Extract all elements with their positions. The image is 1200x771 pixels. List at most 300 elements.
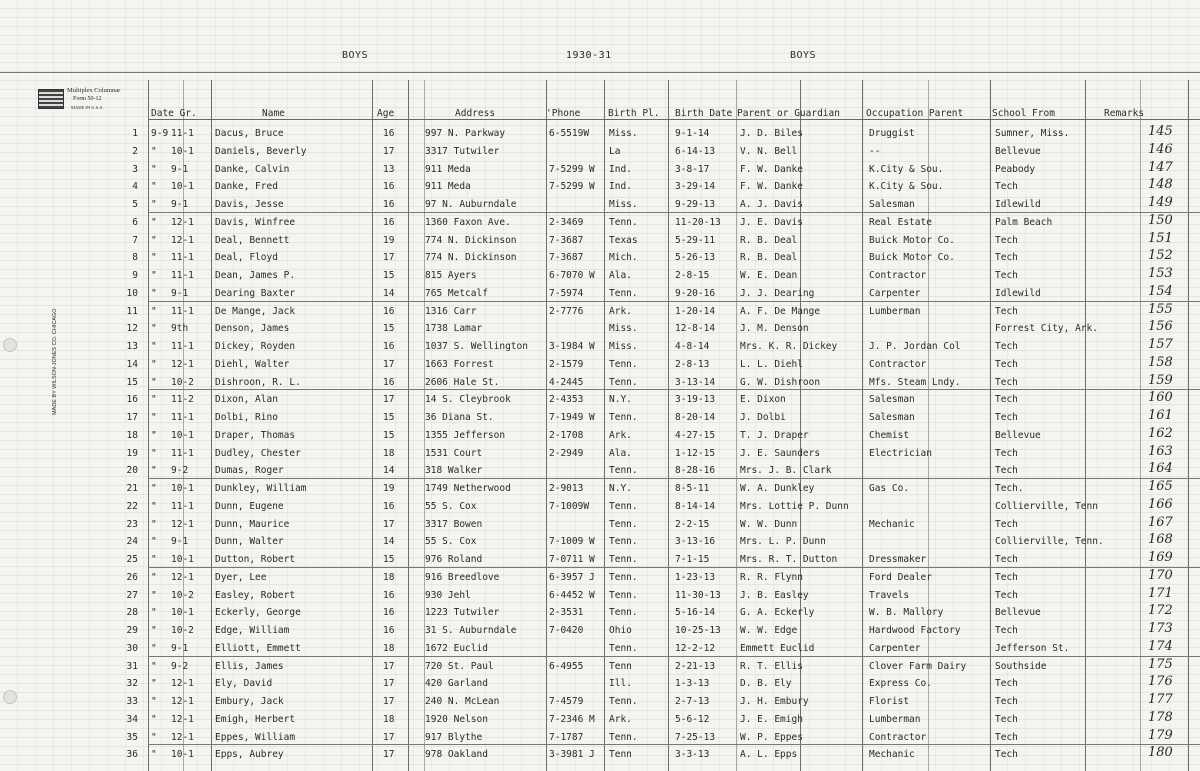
date-cell: " — [151, 713, 157, 725]
remarks-cell: 155 — [1148, 301, 1173, 317]
phone-cell: 7-1009 W — [549, 536, 595, 548]
table-row — [0, 515, 1200, 533]
age-cell: 16 — [383, 305, 395, 317]
parent-cell: R. B. Deal — [740, 252, 798, 264]
age-cell: 17 — [383, 145, 395, 157]
remarks-cell: 175 — [1148, 656, 1173, 672]
phone-cell: 2-7776 — [549, 305, 584, 317]
parent-cell: J. E. Davis — [740, 216, 803, 228]
remarks-cell: 174 — [1148, 638, 1173, 654]
remarks-cell: 146 — [1148, 141, 1173, 157]
occupation-cell: Lumberman — [869, 713, 921, 725]
birth-date-cell: 10-25-13 — [675, 625, 721, 636]
column-header-rule — [148, 119, 1200, 120]
birth-date-cell: 1-3-13 — [675, 678, 710, 690]
remarks-cell: 167 — [1148, 514, 1173, 530]
address-cell: 1672 Euclid — [425, 642, 488, 654]
name-cell: Dumas, Roger — [215, 465, 284, 477]
parent-cell: J. J. Dearing — [740, 287, 815, 299]
birth-place-cell: Tenn. — [609, 465, 638, 477]
name-cell: Dixon, Alan — [215, 394, 278, 406]
name-cell: Ellis, James — [215, 660, 284, 672]
row-number: 1 — [132, 128, 138, 139]
age-cell: 16 — [383, 181, 395, 193]
parent-cell: R. B. Deal — [740, 234, 798, 246]
birth-date-cell: 3-3-13 — [675, 749, 710, 761]
parent-cell: W. W. Dunn — [740, 518, 798, 530]
remarks-cell: 170 — [1148, 567, 1173, 583]
form-logo — [38, 87, 148, 117]
row-number: 30 — [126, 642, 138, 654]
phone-cell: 7-1787 — [549, 731, 584, 743]
table-row — [0, 302, 1200, 320]
name-cell: Dudley, Chester — [215, 447, 301, 459]
birth-place-cell: Ark. — [609, 429, 632, 441]
address-cell: 1360 Faxon Ave. — [425, 216, 511, 228]
row-number: 3 — [132, 163, 138, 175]
address-cell: 1355 Jefferson — [425, 429, 506, 441]
remarks-cell: 169 — [1148, 550, 1173, 565]
parent-cell: G. W. Dishroon — [740, 376, 821, 388]
row-number: 17 — [126, 412, 138, 423]
row-number: 8 — [132, 252, 138, 264]
phone-cell: 2-2949 — [549, 447, 584, 459]
parent-cell: T. J. Draper — [740, 429, 809, 441]
remarks-cell: 145 — [1148, 124, 1173, 139]
occupation-cell: Gas Co. — [869, 483, 910, 494]
parent-cell: A. F. De Mange — [740, 305, 821, 317]
birth-place-cell: Miss. — [609, 341, 638, 352]
grade-cell: 10-1 — [171, 607, 194, 619]
occupation-cell: Lumberman — [869, 305, 921, 317]
name-cell: Deal, Floyd — [215, 252, 278, 264]
age-cell: 19 — [383, 234, 395, 246]
birth-place-cell: Ohio — [609, 625, 632, 636]
birth-date-cell: 5-16-14 — [675, 607, 716, 619]
birth-date-cell: 3-13-14 — [675, 376, 716, 388]
grade-cell: 10-2 — [171, 625, 194, 636]
school-cell: Jefferson St. — [995, 642, 1070, 654]
phone-cell: 2-4353 — [549, 394, 584, 406]
row-number: 26 — [126, 571, 138, 583]
table-row — [0, 426, 1200, 444]
birth-date-cell: 5-6-12 — [675, 713, 710, 725]
school-cell: Tech — [995, 181, 1018, 193]
phone-cell: 6-4452 W — [549, 589, 595, 601]
name-cell: Dean, James P. — [215, 270, 296, 281]
row-number: 22 — [126, 500, 138, 512]
date-cell: " — [151, 483, 157, 494]
name-cell: Danke, Calvin — [215, 163, 290, 175]
birth-date-cell: 3-19-13 — [675, 394, 716, 406]
row-number: 9 — [132, 270, 138, 281]
date-cell: " — [151, 394, 157, 406]
birth-date-cell: 3-8-17 — [675, 163, 710, 175]
grade-cell: 11-1 — [171, 341, 194, 352]
address-cell: 1738 Lamar — [425, 323, 483, 335]
row-number: 28 — [126, 607, 138, 619]
birth-place-cell: Ala. — [609, 270, 632, 281]
occupation-cell: Salesman — [869, 199, 915, 210]
school-cell: Tech — [995, 625, 1018, 636]
row-number: 21 — [126, 483, 138, 494]
table-row — [0, 195, 1200, 213]
address-cell: 774 N. Dickinson — [425, 234, 517, 246]
name-cell: Danke, Fred — [215, 181, 278, 193]
grade-cell: 9-1 — [171, 199, 189, 210]
birth-date-cell: 3-13-16 — [675, 536, 716, 548]
grade-cell: 12-1 — [171, 713, 194, 725]
phone-cell: 7-5299 W — [549, 181, 595, 193]
date-cell: " — [151, 696, 157, 707]
remarks-cell: 148 — [1148, 177, 1173, 193]
age-cell: 16 — [383, 128, 395, 139]
grade-cell: 11-1 — [171, 447, 194, 459]
table-row — [0, 319, 1200, 337]
age-cell: 18 — [383, 642, 395, 654]
birth-date-cell: 2-7-13 — [675, 696, 710, 707]
col-header-school-from: School From — [992, 108, 1055, 119]
form-name: Multiplex Columnar — [67, 87, 121, 94]
birth-date-cell: 11-20-13 — [675, 216, 721, 228]
school-cell: Bellevue — [995, 145, 1041, 157]
birth-place-cell: Tenn. — [609, 518, 638, 530]
birth-date-cell: 4-27-15 — [675, 429, 716, 441]
name-cell: Daniels, Beverly — [215, 145, 307, 157]
birth-place-cell: Ala. — [609, 447, 632, 459]
date-cell: " — [151, 412, 157, 423]
date-cell: " — [151, 252, 157, 264]
grade-cell: 9-1 — [171, 287, 189, 299]
occupation-cell: Contractor — [869, 358, 927, 370]
parent-cell: W. W. Edge — [740, 625, 798, 636]
grade-cell: 12-1 — [171, 696, 194, 707]
name-cell: Draper, Thomas — [215, 429, 296, 441]
remarks-cell: 149 — [1148, 195, 1173, 210]
school-cell: Tech — [995, 713, 1018, 725]
school-cell: Collierville, Tenn. — [995, 536, 1104, 548]
parent-cell: Mrs. K. R. Dickey — [740, 341, 838, 352]
parent-cell: J. Dolbi — [740, 412, 786, 423]
grade-cell: 9-1 — [171, 642, 189, 654]
table-row — [0, 266, 1200, 284]
table-row — [0, 479, 1200, 497]
name-cell: Ely, David — [215, 678, 273, 690]
row-number: 2 — [132, 145, 138, 157]
remarks-cell: 177 — [1148, 692, 1173, 707]
remarks-cell: 152 — [1148, 248, 1173, 264]
address-cell: 1316 Carr — [425, 305, 477, 317]
address-cell: 917 Blythe — [425, 731, 483, 743]
remarks-cell: 156 — [1148, 319, 1173, 335]
name-cell: Denson, James — [215, 323, 290, 335]
table-row — [0, 231, 1200, 249]
phone-cell: 6-7070 W — [549, 270, 595, 281]
table-row — [0, 461, 1200, 479]
row-number: 7 — [132, 234, 138, 246]
remarks-cell: 176 — [1148, 674, 1173, 690]
binder-hole-icon — [3, 690, 17, 704]
name-cell: Eppes, William — [215, 731, 296, 743]
date-cell: " — [151, 199, 157, 210]
occupation-cell: Chemist — [869, 429, 910, 441]
address-cell: 55 S. Cox — [425, 536, 477, 548]
row-number: 29 — [126, 625, 138, 636]
age-cell: 15 — [383, 270, 395, 281]
table-row — [0, 657, 1200, 675]
age-cell: 15 — [383, 429, 395, 441]
col-header-phone: 'Phone — [546, 108, 581, 119]
date-cell: " — [151, 500, 157, 512]
birth-date-cell: 7-25-13 — [675, 731, 716, 743]
phone-cell: 7-4579 — [549, 696, 584, 707]
occupation-cell: Dressmaker — [869, 554, 927, 565]
phone-cell: 2-1579 — [549, 358, 584, 370]
occupation-cell: Mechanic — [869, 518, 915, 530]
birth-place-cell: Tenn. — [609, 216, 638, 228]
date-cell: " — [151, 554, 157, 565]
birth-place-cell: Ind. — [609, 163, 632, 175]
row-number: 20 — [126, 465, 138, 477]
parent-cell: A. L. Epps — [740, 749, 798, 761]
phone-cell: 7-3687 — [549, 234, 584, 246]
name-cell: Easley, Robert — [215, 589, 296, 601]
birth-place-cell: Tenn. — [609, 500, 638, 512]
school-cell: Tech — [995, 358, 1018, 370]
school-cell: Tech — [995, 554, 1018, 565]
school-cell: Tech — [995, 376, 1018, 388]
age-cell: 16 — [383, 607, 395, 619]
occupation-cell: Real Estate — [869, 216, 932, 228]
grade-cell: 11-1 — [171, 128, 194, 139]
birth-date-cell: 5-26-13 — [675, 252, 716, 264]
name-cell: Dutton, Robert — [215, 554, 296, 565]
grade-cell: 9-2 — [171, 465, 189, 477]
school-cell: Southside — [995, 660, 1047, 672]
age-cell: 14 — [383, 287, 395, 299]
address-cell: 240 N. McLean — [425, 696, 500, 707]
birth-place-cell: Tenn. — [609, 696, 638, 707]
left-title: BOYS — [342, 50, 369, 61]
occupation-cell: Salesman — [869, 412, 915, 423]
date-cell: " — [151, 536, 157, 548]
grade-cell: 12-1 — [171, 571, 194, 583]
date-cell: " — [151, 571, 157, 583]
phone-cell: 7-1949 W — [549, 412, 595, 423]
remarks-cell: 157 — [1148, 337, 1173, 352]
name-cell: Dunn, Eugene — [215, 500, 284, 512]
age-cell: 19 — [383, 483, 395, 494]
table-row — [0, 284, 1200, 302]
form-made-in: MADE IN U.S.A. — [71, 105, 104, 110]
row-number: 34 — [126, 713, 138, 725]
age-cell: 14 — [383, 465, 395, 477]
name-cell: Edge, William — [215, 625, 290, 636]
birth-date-cell: 1-23-13 — [675, 571, 716, 583]
occupation-cell: Contractor — [869, 731, 927, 743]
name-cell: Dearing Baxter — [215, 287, 296, 299]
date-cell: " — [151, 625, 157, 636]
parent-cell: R. T. Ellis — [740, 660, 803, 672]
remarks-cell: 151 — [1148, 230, 1173, 246]
phone-cell: 7-3687 — [549, 252, 584, 264]
grade-cell: 10-1 — [171, 429, 194, 441]
school-cell: Palm Beach — [995, 216, 1053, 228]
phone-cell: 2-1708 — [549, 429, 584, 441]
parent-cell: J. E. Saunders — [740, 447, 821, 459]
occupation-cell: Buick Motor Co. — [869, 234, 955, 246]
address-cell: 1037 S. Wellington — [425, 341, 528, 352]
right-title: BOYS — [790, 50, 817, 61]
parent-cell: V. N. Bell — [740, 145, 798, 157]
school-cell: Tech — [995, 341, 1018, 352]
name-cell: Davis, Winfree — [215, 216, 296, 228]
table-row — [0, 550, 1200, 568]
school-cell: Bellevue — [995, 607, 1041, 619]
grade-cell: 10-1 — [171, 554, 194, 565]
table-row — [0, 355, 1200, 373]
birth-date-cell: 8-5-11 — [675, 483, 710, 494]
birth-place-cell: Tenn. — [609, 287, 638, 299]
table-row — [0, 390, 1200, 408]
name-cell: Dunn, Walter — [215, 536, 284, 548]
table-row — [0, 692, 1200, 710]
age-cell: 14 — [383, 536, 395, 548]
table-row — [0, 497, 1200, 515]
parent-cell: W. A. Dunkley — [740, 483, 815, 494]
grade-cell: 10-1 — [171, 181, 194, 193]
birth-date-cell: 9-20-16 — [675, 287, 716, 299]
school-cell: Collierville, Tenn — [995, 500, 1098, 512]
remarks-cell: 159 — [1148, 372, 1173, 388]
date-cell: " — [151, 358, 157, 370]
age-cell: 17 — [383, 252, 395, 264]
grade-cell: 11-1 — [171, 252, 194, 264]
grade-cell: 11-1 — [171, 412, 194, 423]
address-cell: 911 Meda — [425, 181, 471, 193]
row-number: 19 — [126, 447, 138, 459]
birth-place-cell: Tenn. — [609, 607, 638, 619]
birth-place-cell: Ind. — [609, 181, 632, 193]
address-cell: 1663 Forrest — [425, 358, 494, 370]
birth-place-cell: Tenn. — [609, 358, 638, 370]
row-number: 23 — [126, 518, 138, 530]
parent-cell: R. R. Flynn — [740, 571, 803, 583]
school-cell: Bellevue — [995, 429, 1041, 441]
parent-cell: W. P. Eppes — [740, 731, 803, 743]
birth-date-cell: 8-28-16 — [675, 465, 716, 477]
address-cell: 997 N. Parkway — [425, 128, 506, 139]
birth-place-cell: Miss. — [609, 128, 638, 139]
date-cell: " — [151, 376, 157, 388]
school-cell: Forrest City, Ark. — [995, 323, 1098, 335]
remarks-cell: 178 — [1148, 709, 1173, 725]
name-cell: Dishroon, R. L. — [215, 376, 301, 388]
name-cell: Dolbi, Rino — [215, 412, 278, 423]
birth-date-cell: 2-21-13 — [675, 660, 716, 672]
date-cell: " — [151, 731, 157, 743]
age-cell: 17 — [383, 749, 395, 761]
grade-cell: 10-1 — [171, 145, 194, 157]
remarks-cell: 168 — [1148, 532, 1173, 548]
birth-place-cell: Tenn. — [609, 571, 638, 583]
remarks-cell: 153 — [1148, 266, 1173, 281]
school-cell: Tech — [995, 589, 1018, 601]
table-row — [0, 142, 1200, 160]
parent-cell: D. B. Ely — [740, 678, 792, 690]
remarks-cell: 154 — [1148, 283, 1173, 299]
col-header-parent-guardian: Parent or Guardian — [737, 108, 840, 119]
birth-place-cell: N.Y. — [609, 394, 632, 406]
age-cell: 18 — [383, 713, 395, 725]
row-number: 14 — [126, 358, 138, 370]
age-cell: 17 — [383, 696, 395, 707]
remarks-cell: 165 — [1148, 479, 1173, 494]
name-cell: Davis, Jesse — [215, 199, 284, 210]
phone-cell: 7-1009W — [549, 500, 590, 512]
age-cell: 16 — [383, 500, 395, 512]
school-cell: Sumner, Miss. — [995, 128, 1070, 139]
occupation-cell: Clover Farm Dairy — [869, 660, 967, 672]
row-number: 18 — [126, 429, 138, 441]
col-header-name: Name — [262, 108, 285, 119]
grade-cell: 9-2 — [171, 660, 189, 672]
school-cell: Tech — [995, 234, 1018, 246]
row-number: 13 — [126, 341, 138, 352]
birth-place-cell: Tenn. — [609, 412, 638, 423]
age-cell: 17 — [383, 678, 395, 690]
phone-cell: 6-5519W — [549, 128, 590, 139]
address-cell: 55 S. Cox — [425, 500, 477, 512]
age-cell: 18 — [383, 571, 395, 583]
table-row — [0, 248, 1200, 266]
col-header-address: Address — [455, 108, 496, 119]
name-cell: Epps, Aubrey — [215, 749, 284, 761]
school-cell: Idlewild — [995, 199, 1041, 210]
address-cell: 976 Roland — [425, 554, 483, 565]
parent-cell: J. M. Denson — [740, 323, 809, 335]
birth-date-cell: 3-29-14 — [675, 181, 716, 193]
name-cell: Dunn, Maurice — [215, 518, 290, 530]
occupation-cell: W. B. Mallory — [869, 607, 944, 619]
row-number: 31 — [126, 660, 138, 672]
address-cell: 930 Jehl — [425, 589, 471, 601]
birth-place-cell: Miss. — [609, 323, 638, 335]
occupation-cell: Mfs. Steam Lndy. — [869, 376, 961, 388]
col-header-age: Age — [377, 108, 395, 119]
date-cell: " — [151, 518, 157, 530]
row-number: 33 — [126, 696, 138, 707]
date-cell: " — [151, 678, 157, 690]
school-cell: Tech — [995, 518, 1018, 530]
age-cell: 15 — [383, 554, 395, 565]
date-cell: " — [151, 429, 157, 441]
address-cell: 1223 Tutwiler — [425, 607, 500, 619]
phone-cell: 3-3981 J — [549, 749, 595, 761]
parent-cell: J. B. Easley — [740, 589, 809, 601]
remarks-cell: 160 — [1148, 390, 1173, 406]
row-number: 24 — [126, 536, 138, 548]
birth-date-cell: 1-12-15 — [675, 447, 716, 459]
age-cell: 16 — [383, 216, 395, 228]
remarks-cell: 164 — [1148, 461, 1173, 477]
birth-place-cell: N.Y. — [609, 483, 632, 494]
name-cell: Elliott, Emmett — [215, 642, 301, 654]
remarks-cell: 173 — [1148, 621, 1173, 636]
birth-place-cell: Tenn — [609, 749, 632, 761]
grade-cell: 9th — [171, 323, 189, 335]
table-row — [0, 532, 1200, 550]
